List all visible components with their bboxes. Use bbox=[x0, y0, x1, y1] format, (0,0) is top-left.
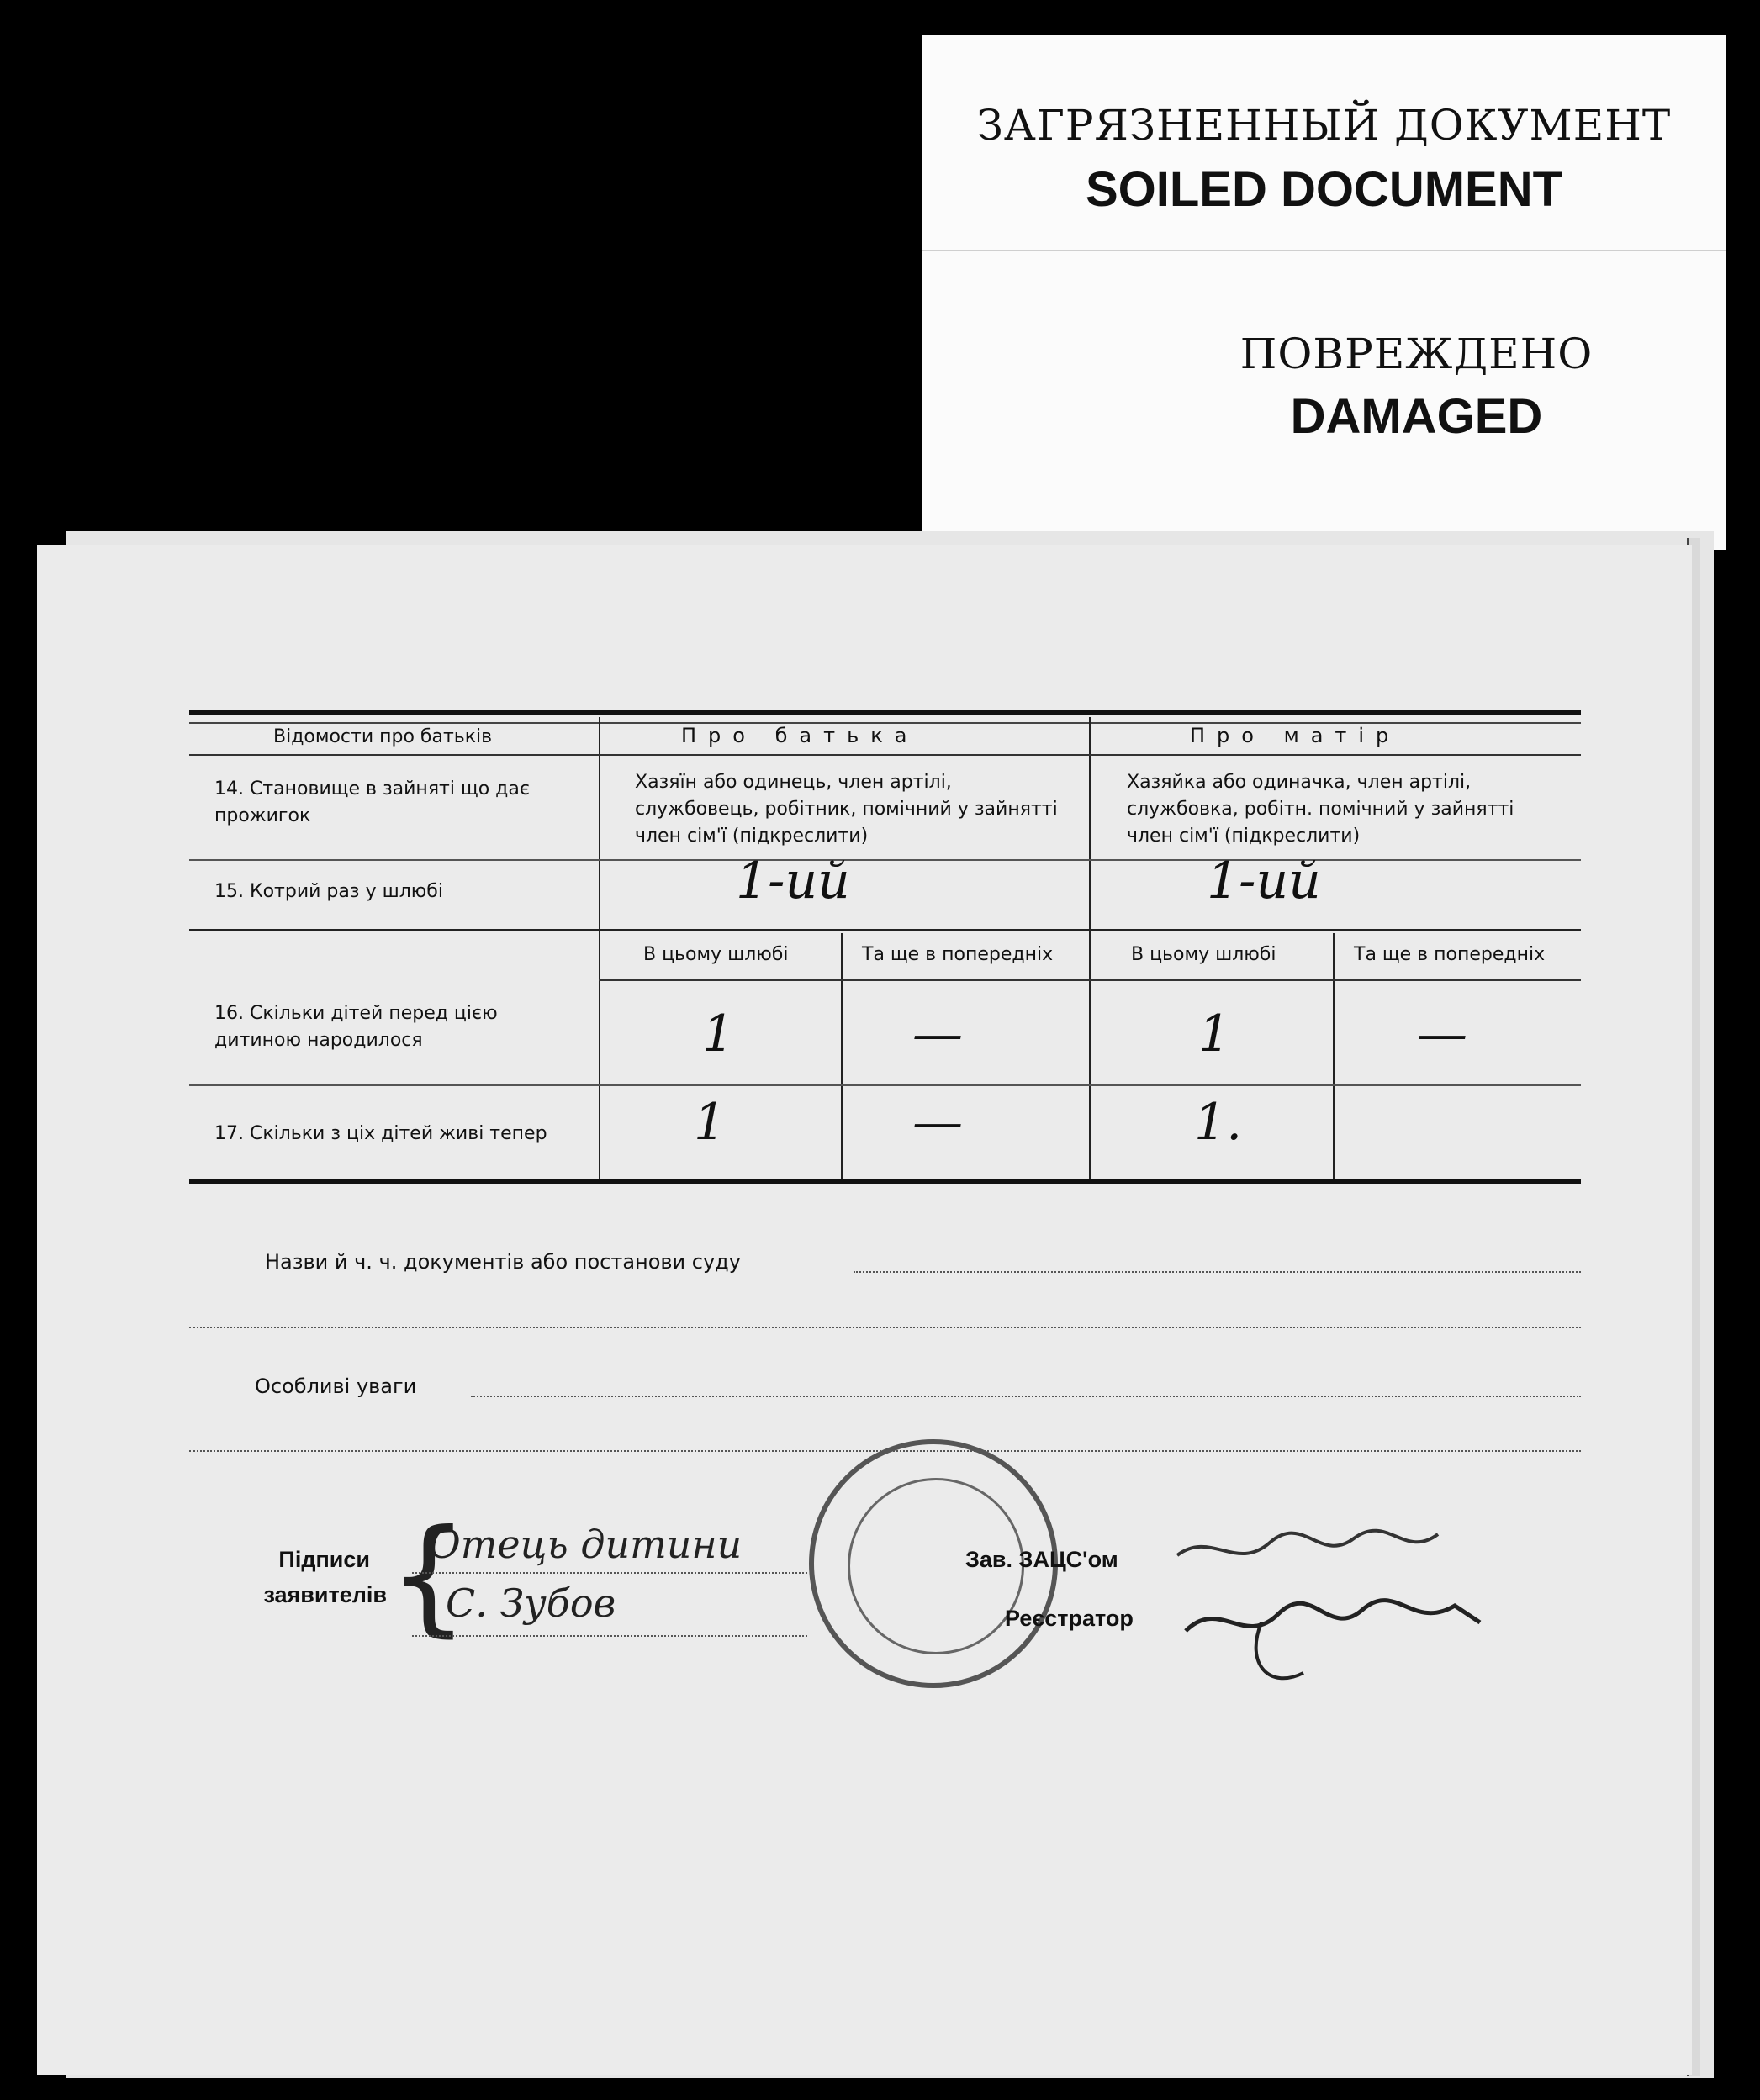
row14-label: 14. Становище в зайняті що дає прожигок bbox=[214, 778, 530, 826]
notes-label: Особливі уваги bbox=[255, 1374, 417, 1398]
col-divider-mother-sub bbox=[1333, 933, 1335, 1179]
label-damaged-ru: ПОВРЕЖДЕНО bbox=[1239, 330, 1594, 378]
applicants-label-line1: Підписи bbox=[278, 1547, 370, 1572]
applicant-signature-2: С. Зубов bbox=[446, 1580, 616, 1626]
row14-father: Хазяїн або одинець, член артілі, службовець, робітник, помічний у зайнятті член сім'ї (підкреслити) bbox=[635, 772, 1058, 847]
header-father: Про батька bbox=[681, 724, 919, 747]
subheader-rule bbox=[599, 979, 1581, 981]
registrar-signature-tail bbox=[1256, 1622, 1303, 1678]
row15-mother-value: 1-ий bbox=[1207, 852, 1321, 910]
col-divider-father-sub bbox=[841, 933, 843, 1179]
head-label: Зав. ЗАЦС'ом bbox=[965, 1547, 1118, 1572]
col-divider-2 bbox=[1089, 717, 1091, 1179]
subheader-mother-this: В цьому шлюбі bbox=[1131, 944, 1276, 965]
row16-value-2: — bbox=[912, 1005, 963, 1063]
row15-rule bbox=[189, 929, 1581, 931]
official-signatures bbox=[1160, 1505, 1514, 1707]
row17-value-2: — bbox=[912, 1093, 963, 1152]
documents-line-2 bbox=[189, 1327, 1581, 1328]
documents-label: Назви й ч. ч. документів або постанови суду bbox=[265, 1250, 741, 1274]
header-rule bbox=[189, 754, 1581, 756]
row17-value-1: 1 bbox=[694, 1093, 727, 1152]
row17-value-3: 1. bbox=[1194, 1093, 1243, 1152]
applicant-signature-1: Отець дитини bbox=[429, 1522, 743, 1567]
row14-mother: Хазяйка або одиначка, член артілі, службовка, робітн. помічний у зайнятті член сім'ї (підкреслити) bbox=[1127, 772, 1514, 847]
table-top-rule bbox=[189, 710, 1581, 715]
row15-label: 15. Котрий раз у шлюбі bbox=[214, 881, 443, 902]
label-soiled-ru: ЗАГРЯЗНЕННЫЙ ДОКУМЕНТ bbox=[976, 101, 1672, 150]
notes-line-1 bbox=[471, 1396, 1581, 1397]
subheader-father-prev: Та ще в попередніх bbox=[862, 944, 1054, 965]
row16-value-4: — bbox=[1417, 1005, 1467, 1063]
head-signature-scribble bbox=[1177, 1531, 1438, 1555]
header-col1: Відомости про батьків bbox=[273, 726, 493, 747]
row16-label: 16. Скільки дітей перед цією дитиною народилося bbox=[214, 1003, 498, 1051]
row15-father-value: 1-ий bbox=[736, 852, 850, 910]
registrar-signature-scribble bbox=[1186, 1601, 1480, 1631]
brace-icon: { bbox=[388, 1503, 469, 1649]
label-damaged-en: DAMAGED bbox=[1290, 389, 1543, 444]
row16-value-3: 1 bbox=[1198, 1005, 1231, 1063]
label-fold bbox=[922, 250, 1726, 251]
header-mother: Про матір bbox=[1190, 724, 1401, 747]
table-bottom-rule bbox=[189, 1179, 1581, 1184]
col-divider-1 bbox=[599, 717, 600, 1179]
subheader-father-this: В цьому шлюбі bbox=[643, 944, 789, 965]
label-soiled-en: SOILED DOCUMENT bbox=[1085, 162, 1563, 217]
subheader-mother-prev: Та ще в попередніх bbox=[1354, 944, 1546, 965]
registrar-label: Реєстратор bbox=[1005, 1606, 1134, 1631]
row16-rule bbox=[189, 1084, 1581, 1086]
applicant-sig-line-2 bbox=[412, 1635, 807, 1637]
applicants-label-line2: заявителів bbox=[263, 1582, 387, 1607]
soiled-document-label bbox=[922, 35, 1726, 550]
row14-rule bbox=[189, 859, 1581, 861]
row17-label: 17. Скільки з ціх дітей живі тепер bbox=[214, 1123, 547, 1144]
row16-value-1: 1 bbox=[702, 1005, 735, 1063]
applicant-sig-line-1 bbox=[412, 1572, 807, 1574]
documents-line-1 bbox=[854, 1271, 1581, 1273]
